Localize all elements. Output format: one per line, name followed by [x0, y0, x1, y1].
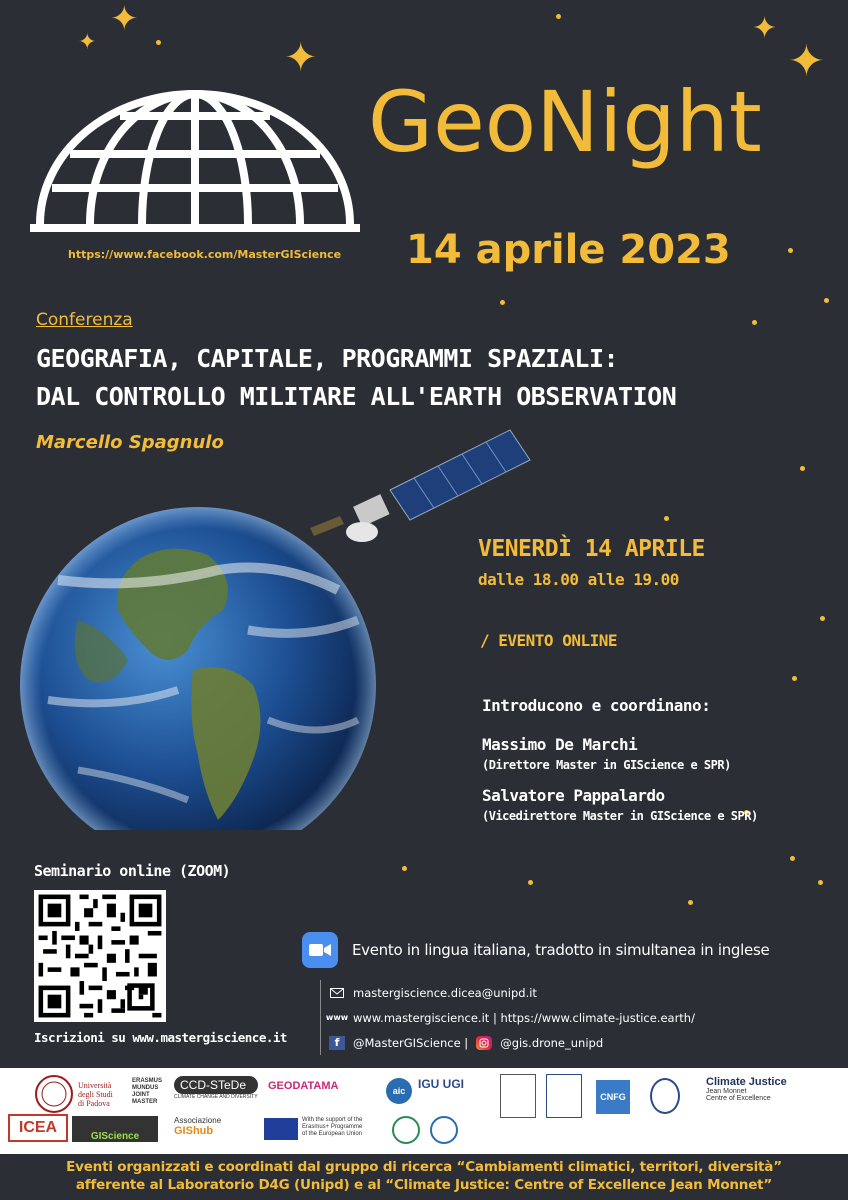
instagram-handle[interactable]: @gis.drone_unipd	[500, 1035, 604, 1050]
eu-text: Erasmus+ Programme	[302, 1124, 363, 1130]
facebook-icon: f	[329, 1036, 345, 1050]
facebook-link[interactable]: https://www.facebook.com/MasterGIScience	[68, 248, 342, 261]
mail-icon	[329, 986, 345, 1000]
globe-logo-icon	[30, 84, 360, 234]
unipd-text: Università	[78, 1080, 112, 1090]
zoom-icon	[302, 932, 338, 968]
partner-seal-icon	[392, 1116, 420, 1144]
coordinator-name: Massimo De Marchi	[482, 735, 638, 754]
geodatama-logo: GEODATAMA	[268, 1080, 339, 1092]
satellite-icon	[300, 420, 540, 550]
ccd-text: CCD-STeDe	[174, 1076, 258, 1094]
ccd-sub: CLIMATE CHANGE AND DIVERSITY	[174, 1094, 258, 1100]
conference-label: Conferenza	[36, 310, 133, 330]
gishub-text: GIShub	[174, 1125, 214, 1137]
signup-text: Iscrizioni su www.mastergiscience.it	[34, 1030, 287, 1045]
conference-title	[36, 340, 676, 416]
star-dot	[818, 880, 823, 885]
star-icon: ✦	[284, 35, 318, 81]
society-logo-icon	[500, 1074, 536, 1118]
gishub-text: Associazione	[174, 1116, 222, 1125]
coordinator-role: (Direttore Master in GIScience e SPR)	[482, 758, 731, 772]
crest-logo-icon	[650, 1078, 680, 1114]
event-title: GeoNight	[368, 73, 762, 171]
star-icon: ✦	[78, 30, 97, 55]
www-icon: www	[325, 1013, 349, 1022]
conference-title-line: DAL CONTROLLO MILITARE ALL'EARTH OBSERVATION	[36, 382, 677, 411]
web-link[interactable]: www.mastergiscience.it | https://www.climate-justice.earth/	[353, 1010, 695, 1025]
cnfg-logo: CNFG	[596, 1080, 630, 1114]
qr-code[interactable]	[34, 890, 166, 1022]
contacts	[320, 980, 695, 1055]
eu-text: of the European Union	[302, 1131, 363, 1137]
footer-line: afferente al Laboratorio D4G (Unipd) e al “Climate Justice: Centre of Excellence Jean Monnet”	[75, 1177, 773, 1193]
eu-flag-icon	[264, 1118, 298, 1140]
star-dot	[820, 616, 825, 621]
star-dot	[528, 880, 533, 885]
email-row[interactable]	[329, 980, 695, 1005]
coordinators	[482, 696, 758, 823]
coordinator-name: Salvatore Pappalardo	[482, 786, 665, 805]
star-dot	[792, 676, 797, 681]
star-dot	[800, 466, 805, 471]
cj-sub: Jean Monnet	[706, 1088, 747, 1095]
star-dot	[788, 248, 793, 253]
footer-line: Eventi organizzati e coordinati dal gruppo di ricerca “Cambiamenti climatici, territori, diversità”	[66, 1159, 782, 1175]
event-date: 14 aprile 2023	[406, 227, 731, 273]
ccd-logo	[174, 1076, 258, 1100]
unipd-logo	[34, 1074, 113, 1114]
aic-logo: aic	[386, 1078, 412, 1104]
social-row	[329, 1030, 695, 1055]
language-note: Evento in lingua italiana, tradotto in simultanea in inglese	[352, 941, 770, 959]
star-dot	[664, 516, 669, 521]
event-time: dalle 18.00 alle 19.00	[478, 570, 679, 589]
climate-justice-logo	[706, 1076, 787, 1102]
star-icon: ✦	[788, 36, 825, 87]
instagram-icon	[476, 1036, 492, 1050]
cj-title: Climate Justice	[706, 1076, 787, 1088]
icea-logo: ICEA	[8, 1114, 68, 1142]
conference-title-line: GEOGRAFIA, CAPITALE, PROGRAMMI SPAZIALI:	[36, 344, 619, 373]
language-note-row	[302, 932, 769, 968]
igu-logo: IGU UGI	[418, 1077, 465, 1091]
star-dot	[556, 14, 561, 19]
star-dot	[824, 298, 829, 303]
star-icon: ✦	[110, 0, 139, 39]
coordinators-heading: Introducono e coordinano:	[482, 696, 711, 715]
email-link[interactable]: mastergiscience.dicea@unipd.it	[353, 985, 537, 1000]
event-day: VENERDÌ 14 APRILE	[478, 536, 705, 562]
unipd-text: degli Studi	[78, 1089, 113, 1099]
speaker-name: Marcello Spagnulo	[36, 432, 224, 453]
footer-text	[0, 1158, 848, 1194]
event-details	[478, 536, 705, 589]
cj-sub: Centre of Excellence	[706, 1095, 771, 1102]
coordinator-role: (Vicedirettore Master in GIScience e SPR)	[482, 809, 758, 823]
giscience-logo: GIScience	[72, 1116, 158, 1142]
partner-logos	[0, 1068, 848, 1154]
seminar-label: Seminario online (ZOOM)	[34, 862, 231, 880]
star-icon: ✦	[752, 11, 778, 46]
eu-text: With the support of the	[302, 1117, 363, 1123]
star-dot	[500, 300, 505, 305]
eu-support-text	[302, 1117, 362, 1138]
erasmus-logo: ERASMUS MUNDUS JOINT MASTER	[132, 1078, 163, 1105]
star-dot	[752, 320, 757, 325]
star-dot	[402, 866, 407, 871]
sdsg-logo-icon	[546, 1074, 582, 1118]
star-dot	[790, 856, 795, 861]
unipd-seal-icon	[34, 1074, 74, 1114]
unipd-text: di Padova	[78, 1098, 110, 1108]
event-mode: / EVENTO ONLINE	[480, 631, 617, 650]
facebook-handle[interactable]: @MasterGIScience |	[353, 1035, 469, 1050]
partner-seal-icon	[430, 1116, 458, 1144]
star-dot	[688, 900, 693, 905]
web-row[interactable]	[325, 1005, 695, 1030]
gishub-logo	[174, 1116, 221, 1136]
star-dot	[156, 40, 161, 45]
